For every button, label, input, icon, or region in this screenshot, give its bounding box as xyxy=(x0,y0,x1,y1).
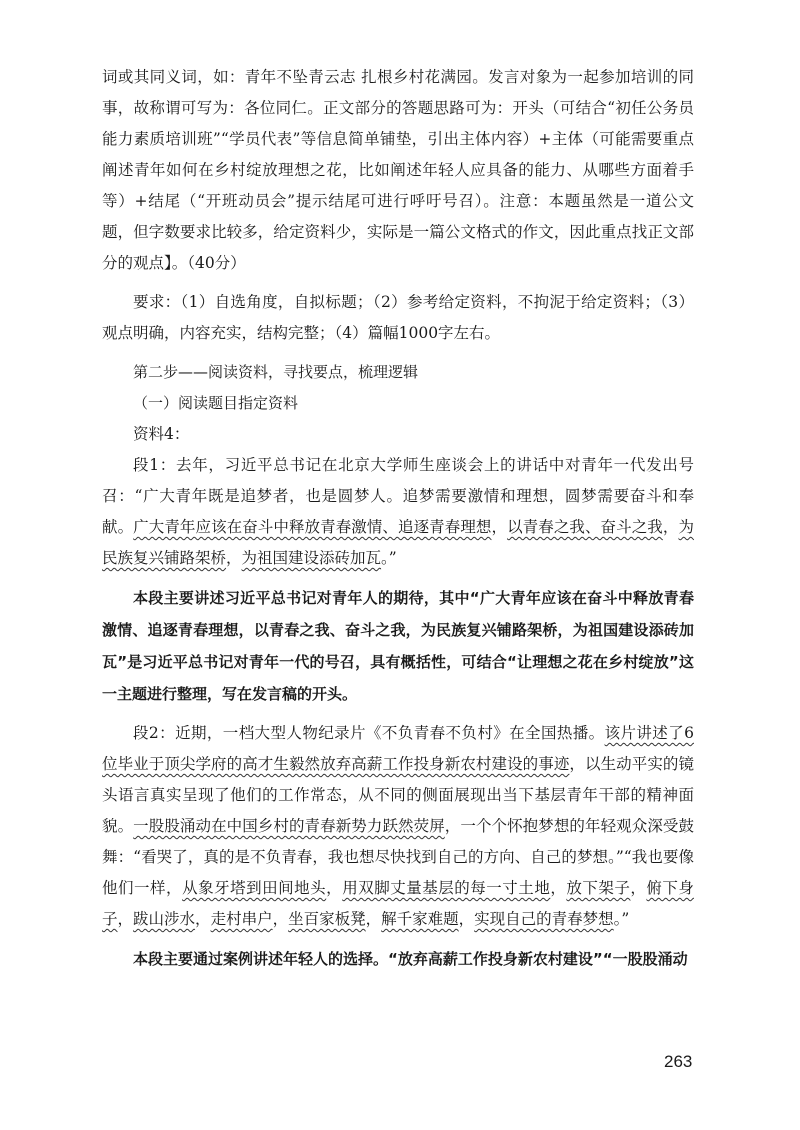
para2-punct: ， xyxy=(272,910,289,928)
para2-underline-2: 一股股涌动在中国乡村的青春新势力跃然荧屏 xyxy=(133,817,445,835)
material-paragraph-2 xyxy=(102,718,694,935)
para2-underline-9: 坐百家板凳 xyxy=(288,910,366,928)
para2-punct: ， xyxy=(195,910,211,928)
page-number: 263 xyxy=(664,1052,693,1071)
para2-underline-5: 放下架子 xyxy=(566,879,631,897)
para1-underline-1: 广大青年应该在奋斗中释放青春激情、追逐青春理想 xyxy=(133,518,492,536)
para1-punct: ， xyxy=(491,518,508,536)
para1-punct: 。” xyxy=(381,549,397,567)
material-paragraph-1 xyxy=(102,450,694,574)
para2-text: 段2：近期，一档大型人物纪录片《不负青春不负村》在全国热播。 xyxy=(133,724,605,742)
step2-heading: 第二步——阅读资料，寻找要点，梳理逻辑 xyxy=(133,363,419,381)
para1-punct: ， xyxy=(662,518,679,536)
para1-punct: ， xyxy=(226,549,242,567)
para1-underline-2: 以青春之我、奋斗之我 xyxy=(507,518,663,536)
requirements-paragraph: 要求：（1）自选角度，自拟标题；（2）参考给定资料，不拘泥于给定资料；（3）观点明确，内容充实，结构完整；（4）篇幅1000字左右。 xyxy=(102,293,694,342)
document-page xyxy=(102,62,694,975)
material-label: 资料4： xyxy=(133,425,190,443)
para2-punct: ， xyxy=(458,910,475,928)
para2-underline-1: 该片讲述了6位毕业于顶尖学府的高才生毅然放弃高薪工作投身新农村建设的事迹 xyxy=(102,724,694,773)
para2-punct: ， xyxy=(630,879,647,897)
intro-paragraph: 词或其同义词，如：青年不坠青云志 扎根乡村花满园。发言对象为一起参加培训的同事，故称谓可写为：各位同仁。正文部分的答题思路可为：开头（可结合“初任公务员能力素质培训班”“学员代表”等信息简单铺垫，引出主体内容）+主体（可能需要重点阐述青年如何在乡村绽放理想之花，比如阐述年轻人应具备的能力、从哪些方面着手等）+结尾（“开班动员会”提示结尾可进行呼吁号召）。注意：本题虽然是一道公文题，但字数要求比较多，给定资料少，实际是一篇公文格式的作文，因此重点找正文部分的观点】。（40分） xyxy=(102,68,694,272)
para2-punct: ， xyxy=(550,879,567,897)
analysis-paragraph-1: 本段主要讲述习近平总书记对青年人的期待，其中“广大青年应该在奋斗中释放青春激情、追逐青春理想，以青春之我、奋斗之我，为民族复兴铺路架桥，为祖国建设添砖加瓦”是习近平总书记对青年一代的号召，具有概括性，可结合“让理想之花在乡村绽放”这一主题进行整理，写在发言稿的开头。 xyxy=(102,589,694,703)
para2-punct: ， xyxy=(326,879,343,897)
para2-text: ，以生动平实的镜头语言真实呈现了他们的工作常态，从不同的侧面展现出当下基层青年干部的精神面貌。 xyxy=(102,755,694,835)
para2-punct: ， xyxy=(117,910,134,928)
para1-underline-4: 为祖国建设添砖加瓦 xyxy=(241,549,382,567)
para2-punct: 。” xyxy=(613,910,630,928)
para2-underline-4: 用双脚丈量基层的每一寸土地 xyxy=(342,879,551,897)
para2-underline-10: 解千家难题 xyxy=(381,910,459,928)
para2-underline-8: 走村串户 xyxy=(210,910,273,928)
para2-underline-7: 跋山涉水 xyxy=(133,910,196,928)
analysis-paragraph-2: 本段主要通过案例讲述年轻人的选择。“放弃高薪工作投身新农村建设”“一股股涌动 xyxy=(133,950,688,968)
para2-underline-6: 俯下身子 xyxy=(102,879,694,928)
para2-text: ，一个个怀抱梦想的年轻观众深受鼓舞：“看哭了，真的是不负青春，我也想尽快找到自己的方向、自己的梦想。”“我也要像他们一样， xyxy=(102,817,694,897)
para2-underline-11: 实现自己的青春梦想 xyxy=(474,910,614,928)
sub-heading: （一）阅读题目指定资料 xyxy=(133,394,299,412)
para2-punct: ， xyxy=(365,910,382,928)
para1-underline-3: 为民族复兴铺路架桥 xyxy=(102,518,694,567)
para2-underline-3: 从象牙塔到田间地头 xyxy=(182,879,327,897)
para1-text: 段1：去年，习近平总书记在北京大学师生座谈会上的讲话中对青年一代发出号召：“广大青年既是追梦者，也是圆梦人。追梦需要激情和理想，圆梦需要奋斗和奉献。 xyxy=(102,456,694,536)
